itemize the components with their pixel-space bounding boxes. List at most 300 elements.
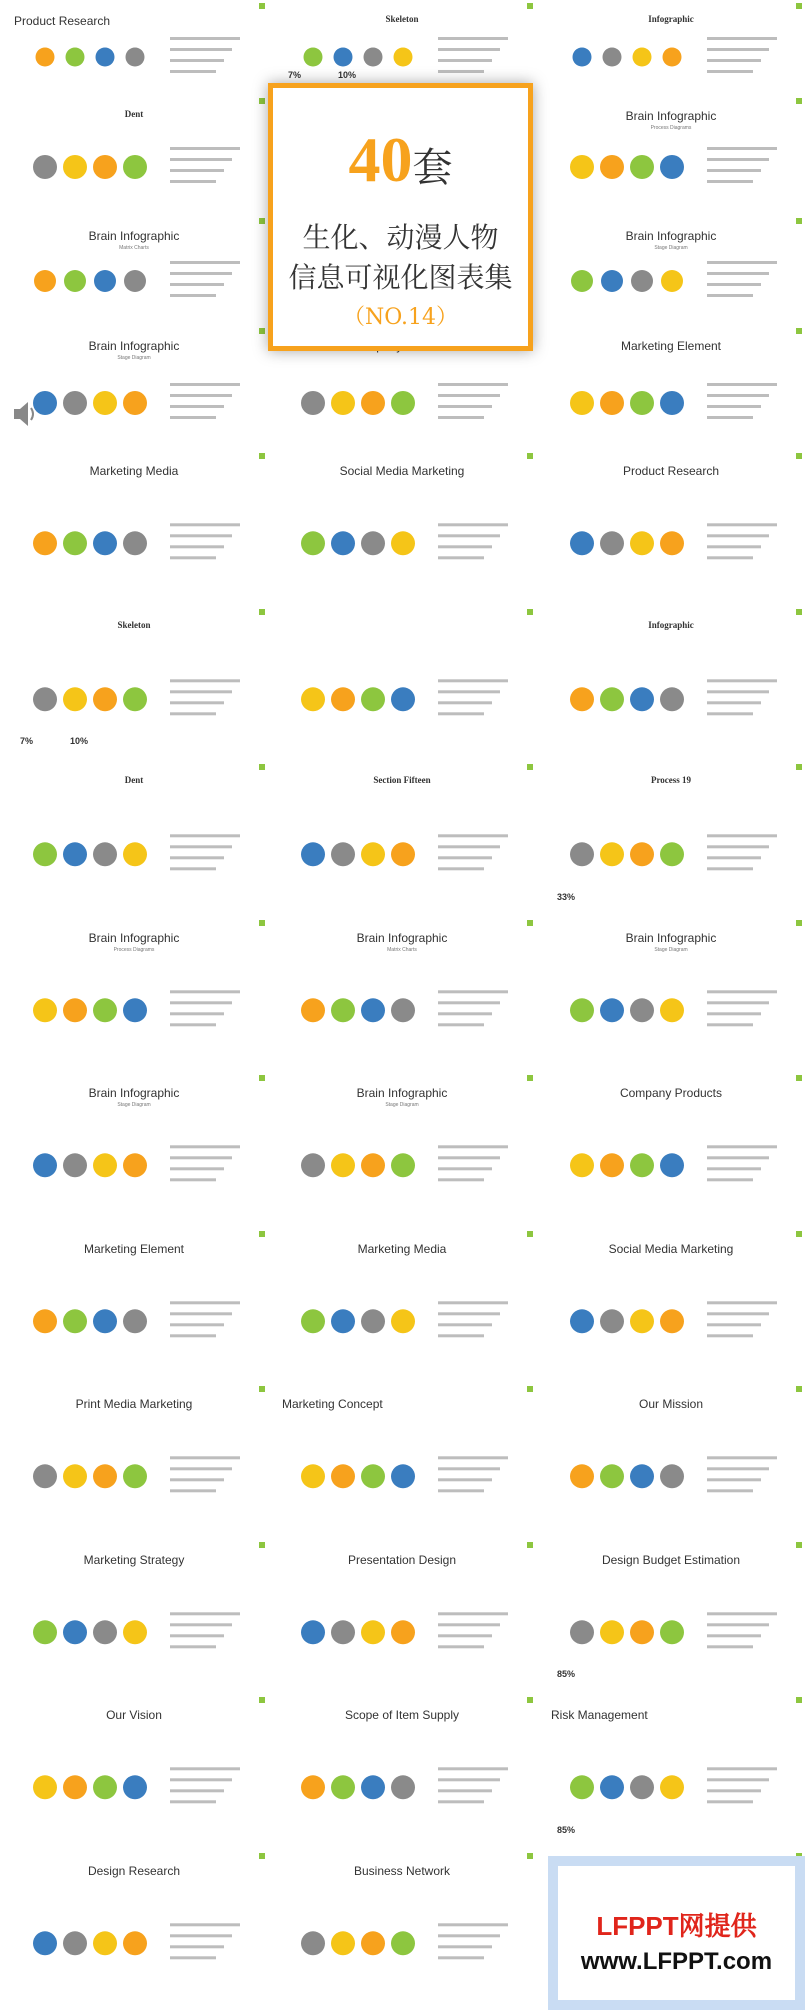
text-line-placeholder — [707, 1145, 777, 1148]
artwork-shape — [301, 1931, 325, 1955]
text-line-placeholder — [707, 1645, 753, 1648]
artwork-shape — [391, 1153, 415, 1177]
slide-artwork — [0, 1228, 268, 1384]
text-line-placeholder — [170, 1323, 224, 1326]
text-line-placeholder — [707, 1012, 761, 1015]
slide-thumbnail[interactable] — [0, 1228, 268, 1384]
artwork-shape — [93, 842, 117, 866]
artwork-shape — [391, 1464, 415, 1488]
slide-thumbnail[interactable] — [537, 1694, 805, 1850]
text-line-placeholder — [438, 394, 500, 397]
artwork-shape — [600, 155, 624, 179]
text-line-placeholder — [170, 1645, 216, 1648]
artwork-shape — [600, 998, 624, 1022]
artwork-shape — [331, 1775, 355, 1799]
artwork-shape — [63, 687, 87, 711]
text-line-placeholder — [707, 283, 761, 286]
text-line-placeholder — [707, 1478, 761, 1481]
slide-thumbnail[interactable] — [537, 215, 805, 325]
artwork-shape — [331, 998, 355, 1022]
slide-artwork — [0, 325, 268, 455]
artwork-shape — [603, 48, 622, 67]
artwork-shape — [631, 270, 653, 292]
title-banner — [268, 83, 533, 351]
text-line-placeholder — [438, 1789, 492, 1792]
text-line-placeholder — [170, 261, 240, 264]
slide-title: Scope of Item Supply — [344, 1708, 460, 1722]
slide-value-label: 7% — [288, 70, 302, 80]
text-line-placeholder — [170, 1623, 232, 1626]
artwork-shape — [600, 1153, 624, 1177]
artwork-shape — [93, 155, 117, 179]
slide-thumbnail[interactable] — [537, 917, 805, 1073]
artwork-shape — [573, 48, 592, 67]
slide-thumbnail[interactable] — [268, 1539, 536, 1695]
artwork-shape — [33, 1464, 57, 1488]
artwork-shape — [600, 1309, 624, 1333]
artwork-shape — [361, 1464, 385, 1488]
artwork-shape — [570, 1153, 594, 1177]
artwork-shape — [123, 531, 147, 555]
slide-thumbnail[interactable] — [537, 325, 805, 455]
slide-title: Social Media Marketing — [608, 1241, 734, 1256]
slide-thumbnail[interactable] — [537, 1072, 805, 1228]
text-line-placeholder — [707, 1623, 769, 1626]
slide-thumbnail[interactable] — [268, 1228, 536, 1384]
text-line-placeholder — [707, 1612, 777, 1615]
artwork-shape — [301, 998, 325, 1022]
artwork-shape — [331, 1309, 355, 1333]
slide-thumbnail[interactable] — [268, 1694, 536, 1850]
artwork-shape — [391, 1931, 415, 1955]
slide-artwork — [537, 917, 805, 1073]
text-line-placeholder — [707, 1156, 769, 1159]
artwork-shape — [63, 1931, 87, 1955]
text-line-placeholder — [438, 1612, 508, 1615]
artwork-shape — [570, 1620, 594, 1644]
artwork-shape — [96, 48, 115, 67]
artwork-shape — [123, 1775, 147, 1799]
artwork-shape — [301, 1775, 325, 1799]
banner-line-3: （NO.14） — [343, 305, 458, 330]
text-line-placeholder — [707, 383, 777, 386]
artwork-shape — [660, 1464, 684, 1488]
artwork-shape — [361, 391, 385, 415]
slide-thumbnail[interactable] — [268, 1072, 536, 1228]
artwork-shape — [123, 842, 147, 866]
artwork-shape — [331, 391, 355, 415]
artwork-shape — [361, 1309, 385, 1333]
slide-thumbnail[interactable] — [0, 1850, 268, 2006]
slide-title: Our Mission — [638, 1397, 703, 1411]
artwork-shape — [660, 1309, 684, 1333]
text-line-placeholder — [170, 690, 232, 693]
slide-thumbnail[interactable] — [537, 1383, 805, 1539]
artwork-shape — [33, 155, 57, 179]
text-line-placeholder — [707, 701, 761, 704]
text-line-placeholder — [707, 534, 769, 537]
text-line-placeholder — [438, 70, 484, 73]
slide-artwork — [268, 761, 536, 917]
text-line-placeholder — [170, 545, 224, 548]
slide-thumbnail[interactable] — [0, 1539, 268, 1695]
text-line-placeholder — [170, 867, 216, 870]
slide-subtitle: Stage Diagram — [385, 1102, 419, 1108]
text-line-placeholder — [170, 1945, 224, 1948]
text-line-placeholder — [170, 1800, 216, 1803]
slide-thumbnail[interactable] — [0, 0, 268, 95]
artwork-shape — [600, 1464, 624, 1488]
text-line-placeholder — [707, 37, 777, 40]
slide-title: Skeleton — [117, 619, 151, 630]
artwork-shape — [94, 270, 116, 292]
artwork-shape — [33, 998, 57, 1022]
artwork-shape — [391, 391, 415, 415]
slide-thumbnail[interactable] — [0, 1072, 268, 1228]
banner-suffix: 套 — [412, 145, 453, 190]
slide-artwork — [537, 1383, 805, 1539]
text-line-placeholder — [707, 1001, 769, 1004]
slide-thumbnail[interactable] — [268, 450, 536, 606]
artwork-shape — [391, 531, 415, 555]
artwork-shape — [301, 687, 325, 711]
slide-artwork — [0, 0, 268, 95]
artwork-shape — [331, 687, 355, 711]
text-line-placeholder — [170, 272, 232, 275]
text-line-placeholder — [707, 545, 761, 548]
text-line-placeholder — [438, 1489, 484, 1492]
text-line-placeholder — [438, 1956, 484, 1959]
text-line-placeholder — [707, 180, 753, 183]
artwork-shape — [570, 531, 594, 555]
artwork-shape — [33, 687, 57, 711]
text-line-placeholder — [438, 534, 500, 537]
artwork-shape — [123, 1464, 147, 1488]
slide-title: Social Media Marketing — [339, 464, 465, 478]
text-line-placeholder — [170, 1012, 224, 1015]
artwork-shape — [630, 1775, 654, 1799]
artwork-shape — [93, 687, 117, 711]
text-line-placeholder — [170, 701, 224, 704]
artwork-shape — [570, 1464, 594, 1488]
slide-thumbnail[interactable] — [0, 1383, 268, 1539]
artwork-shape — [34, 270, 56, 292]
slide-title: Process 19 — [650, 775, 692, 785]
artwork-shape — [571, 270, 593, 292]
text-line-placeholder — [438, 1634, 492, 1637]
text-line-placeholder — [707, 394, 769, 397]
artwork-shape — [361, 1153, 385, 1177]
text-line-placeholder — [170, 1478, 224, 1481]
artwork-shape — [570, 155, 594, 179]
artwork-shape — [570, 842, 594, 866]
text-line-placeholder — [438, 1012, 492, 1015]
slide-thumbnail[interactable] — [268, 0, 536, 95]
artwork-shape — [331, 1620, 355, 1644]
artwork-shape — [123, 391, 147, 415]
slide-value-label: 85% — [557, 1824, 576, 1835]
artwork-shape — [630, 1309, 654, 1333]
text-line-placeholder — [170, 1312, 232, 1315]
slide-thumbnail[interactable] — [268, 917, 536, 1073]
slide-thumbnail[interactable] — [537, 1539, 805, 1695]
text-line-placeholder — [707, 834, 777, 837]
text-line-placeholder — [438, 1923, 508, 1926]
text-line-placeholder — [170, 147, 240, 150]
artwork-shape — [33, 842, 57, 866]
text-line-placeholder — [438, 679, 508, 682]
text-line-placeholder — [170, 294, 216, 297]
slide-thumbnail[interactable] — [268, 1383, 536, 1539]
slide-thumbnail[interactable] — [0, 761, 268, 917]
slide-thumbnail[interactable] — [0, 325, 268, 455]
text-line-placeholder — [438, 1478, 492, 1481]
text-line-placeholder — [170, 1334, 216, 1337]
slide-artwork — [268, 0, 536, 95]
artwork-shape — [661, 270, 683, 292]
text-line-placeholder — [438, 383, 508, 386]
artwork-shape — [304, 48, 323, 67]
text-line-placeholder — [438, 37, 508, 40]
text-line-placeholder — [170, 1923, 240, 1926]
slide-subtitle: Matrix Charts — [387, 946, 417, 953]
slide-thumbnail[interactable] — [537, 450, 805, 606]
slide-title: Dent — [124, 109, 144, 119]
artwork-shape — [93, 531, 117, 555]
artwork-shape — [63, 998, 87, 1022]
artwork-shape — [391, 1620, 415, 1644]
slide-artwork — [268, 1228, 536, 1384]
artwork-shape — [331, 1153, 355, 1177]
slide-value-label: 33% — [557, 891, 576, 902]
text-line-placeholder — [438, 1301, 508, 1304]
artwork-shape — [570, 687, 594, 711]
text-line-placeholder — [438, 1456, 508, 1459]
slide-thumbnail[interactable] — [537, 0, 805, 95]
text-line-placeholder — [170, 679, 240, 682]
slide-subtitle: Stage Diagram — [654, 245, 688, 251]
slide-title: Presentation Design — [347, 1552, 457, 1567]
slide-thumbnail[interactable] — [0, 606, 268, 762]
slide-thumbnail[interactable] — [537, 95, 805, 215]
artwork-shape — [364, 48, 383, 67]
slide-artwork — [537, 0, 805, 95]
text-line-placeholder — [170, 1001, 232, 1004]
slide-thumbnail[interactable] — [537, 761, 805, 917]
text-line-placeholder — [170, 1789, 224, 1792]
text-line-placeholder — [438, 1778, 500, 1781]
artwork-shape — [361, 1620, 385, 1644]
text-line-placeholder — [707, 416, 753, 419]
slide-artwork — [537, 1228, 805, 1384]
slide-title: Marketing Element — [620, 339, 722, 353]
text-line-placeholder — [707, 158, 769, 161]
text-line-placeholder — [170, 383, 240, 386]
slide-thumbnail[interactable] — [537, 606, 805, 762]
slide-value-label: 85% — [557, 1669, 576, 1679]
artwork-shape — [331, 842, 355, 866]
slide-thumbnail[interactable] — [268, 1850, 536, 2006]
slide-value-label: 7% — [20, 736, 34, 746]
slide-subtitle: Stage Diagram — [117, 355, 151, 361]
slide-title: Business Network — [353, 1863, 451, 1878]
slide-title: Brain Infographic — [356, 1086, 448, 1100]
slide-title: Brain Infographic — [625, 229, 717, 243]
slide-artwork — [0, 215, 268, 325]
artwork-shape — [301, 1464, 325, 1488]
text-line-placeholder — [707, 169, 761, 172]
artwork-shape — [391, 842, 415, 866]
slide-title: Risk Management — [551, 1708, 648, 1722]
slide-title: Marketing Media — [89, 464, 179, 478]
slide-artwork — [0, 450, 268, 606]
artwork-shape — [331, 531, 355, 555]
text-line-placeholder — [707, 1767, 777, 1770]
slide-thumbnail[interactable] — [0, 450, 268, 606]
slide-title: Skeleton — [385, 14, 419, 24]
slide-artwork — [537, 1072, 805, 1228]
text-line-placeholder — [170, 990, 240, 993]
slide-subtitle: Process Diagrams — [113, 946, 155, 953]
text-line-placeholder — [707, 556, 753, 559]
text-line-placeholder — [707, 294, 753, 297]
text-line-placeholder — [170, 283, 224, 286]
text-line-placeholder — [438, 1001, 500, 1004]
text-line-placeholder — [438, 545, 492, 548]
text-line-placeholder — [170, 1489, 216, 1492]
slide-thumbnail[interactable] — [0, 215, 268, 325]
banner-number: 40套 — [348, 124, 453, 195]
slide-title: Product Research — [14, 14, 111, 28]
text-line-placeholder — [438, 1145, 508, 1148]
text-line-placeholder — [707, 1334, 753, 1337]
slide-artwork — [0, 606, 268, 762]
artwork-shape — [660, 1775, 684, 1799]
text-line-placeholder — [170, 1934, 232, 1937]
artwork-shape — [63, 1464, 87, 1488]
artwork-shape — [63, 1309, 87, 1333]
artwork-shape — [663, 48, 682, 67]
speaker-icon[interactable] — [12, 398, 38, 430]
slide-artwork — [0, 1850, 268, 2006]
artwork-shape — [63, 1153, 87, 1177]
artwork-shape — [66, 48, 85, 67]
text-line-placeholder — [707, 679, 777, 682]
slide-thumbnail[interactable] — [0, 95, 268, 215]
text-line-placeholder — [707, 272, 769, 275]
slide-artwork — [0, 1694, 268, 1850]
slide-thumbnail[interactable] — [268, 606, 536, 762]
slide-subtitle: Stage Diagram — [117, 1102, 151, 1108]
slide-artwork — [537, 95, 805, 215]
artwork-shape — [600, 1775, 624, 1799]
slide-thumbnail[interactable] — [0, 917, 268, 1073]
text-line-placeholder — [438, 1645, 484, 1648]
text-line-placeholder — [170, 1156, 232, 1159]
artwork-shape — [600, 842, 624, 866]
text-line-placeholder — [438, 59, 492, 62]
slide-thumbnail[interactable] — [0, 1694, 268, 1850]
text-line-placeholder — [170, 169, 224, 172]
text-line-placeholder — [170, 712, 216, 715]
text-line-placeholder — [170, 1956, 216, 1959]
artwork-shape — [630, 1153, 654, 1177]
text-line-placeholder — [438, 523, 508, 526]
slide-thumbnail[interactable] — [268, 761, 536, 917]
text-line-placeholder — [170, 1767, 240, 1770]
slide-title: Design Research — [87, 1863, 181, 1878]
text-line-placeholder — [438, 1467, 500, 1470]
text-line-placeholder — [707, 1323, 761, 1326]
artwork-shape — [93, 1775, 117, 1799]
text-line-placeholder — [170, 37, 240, 40]
slide-title: Brain Infographic — [356, 930, 448, 945]
text-line-placeholder — [707, 1178, 753, 1181]
slide-artwork — [537, 325, 805, 455]
artwork-shape — [126, 48, 145, 67]
text-line-placeholder — [707, 147, 777, 150]
text-line-placeholder — [707, 690, 769, 693]
slide-title: Brain Infographic — [88, 229, 180, 243]
slide-artwork — [0, 917, 268, 1073]
slide-artwork — [268, 1539, 536, 1695]
text-line-placeholder — [438, 1945, 492, 1948]
text-line-placeholder — [438, 990, 508, 993]
text-line-placeholder — [707, 1789, 761, 1792]
artwork-shape — [630, 687, 654, 711]
slide-title: Marketing Media — [357, 1241, 447, 1256]
artwork-shape — [394, 48, 413, 67]
text-line-placeholder — [707, 1634, 761, 1637]
artwork-shape — [93, 1620, 117, 1644]
artwork-shape — [33, 1153, 57, 1177]
banner-line-2: 信息可视化图表集 — [288, 261, 513, 294]
slide-title: Company Products — [619, 1086, 723, 1100]
footer-brand: LFPPT网提供 — [596, 1911, 757, 1941]
text-line-placeholder — [707, 1778, 769, 1781]
slide-artwork — [268, 1383, 536, 1539]
slide-title: Section Fifteen — [373, 775, 431, 785]
slide-artwork — [0, 1072, 268, 1228]
slide-title: Brain Infographic — [625, 109, 717, 123]
slide-thumbnail[interactable] — [537, 1228, 805, 1384]
text-line-placeholder — [170, 845, 232, 848]
text-line-placeholder — [438, 701, 492, 704]
text-line-placeholder — [438, 1312, 500, 1315]
text-line-placeholder — [707, 845, 769, 848]
text-line-placeholder — [438, 867, 484, 870]
slide-subtitle: Matrix Charts — [119, 245, 149, 251]
artwork-shape — [600, 687, 624, 711]
artwork-shape — [33, 1620, 57, 1644]
text-line-placeholder — [438, 48, 500, 51]
text-line-placeholder — [438, 712, 484, 715]
text-line-placeholder — [170, 834, 240, 837]
artwork-shape — [630, 1464, 654, 1488]
artwork-shape — [301, 842, 325, 866]
slide-artwork — [537, 606, 805, 762]
text-line-placeholder — [707, 70, 753, 73]
text-line-placeholder — [438, 1323, 492, 1326]
artwork-shape — [600, 531, 624, 555]
slide-title: Dent — [124, 775, 144, 785]
artwork-shape — [391, 687, 415, 711]
text-line-placeholder — [438, 845, 500, 848]
artwork-shape — [301, 1620, 325, 1644]
text-line-placeholder — [707, 1467, 769, 1470]
artwork-shape — [36, 48, 55, 67]
text-line-placeholder — [438, 834, 508, 837]
